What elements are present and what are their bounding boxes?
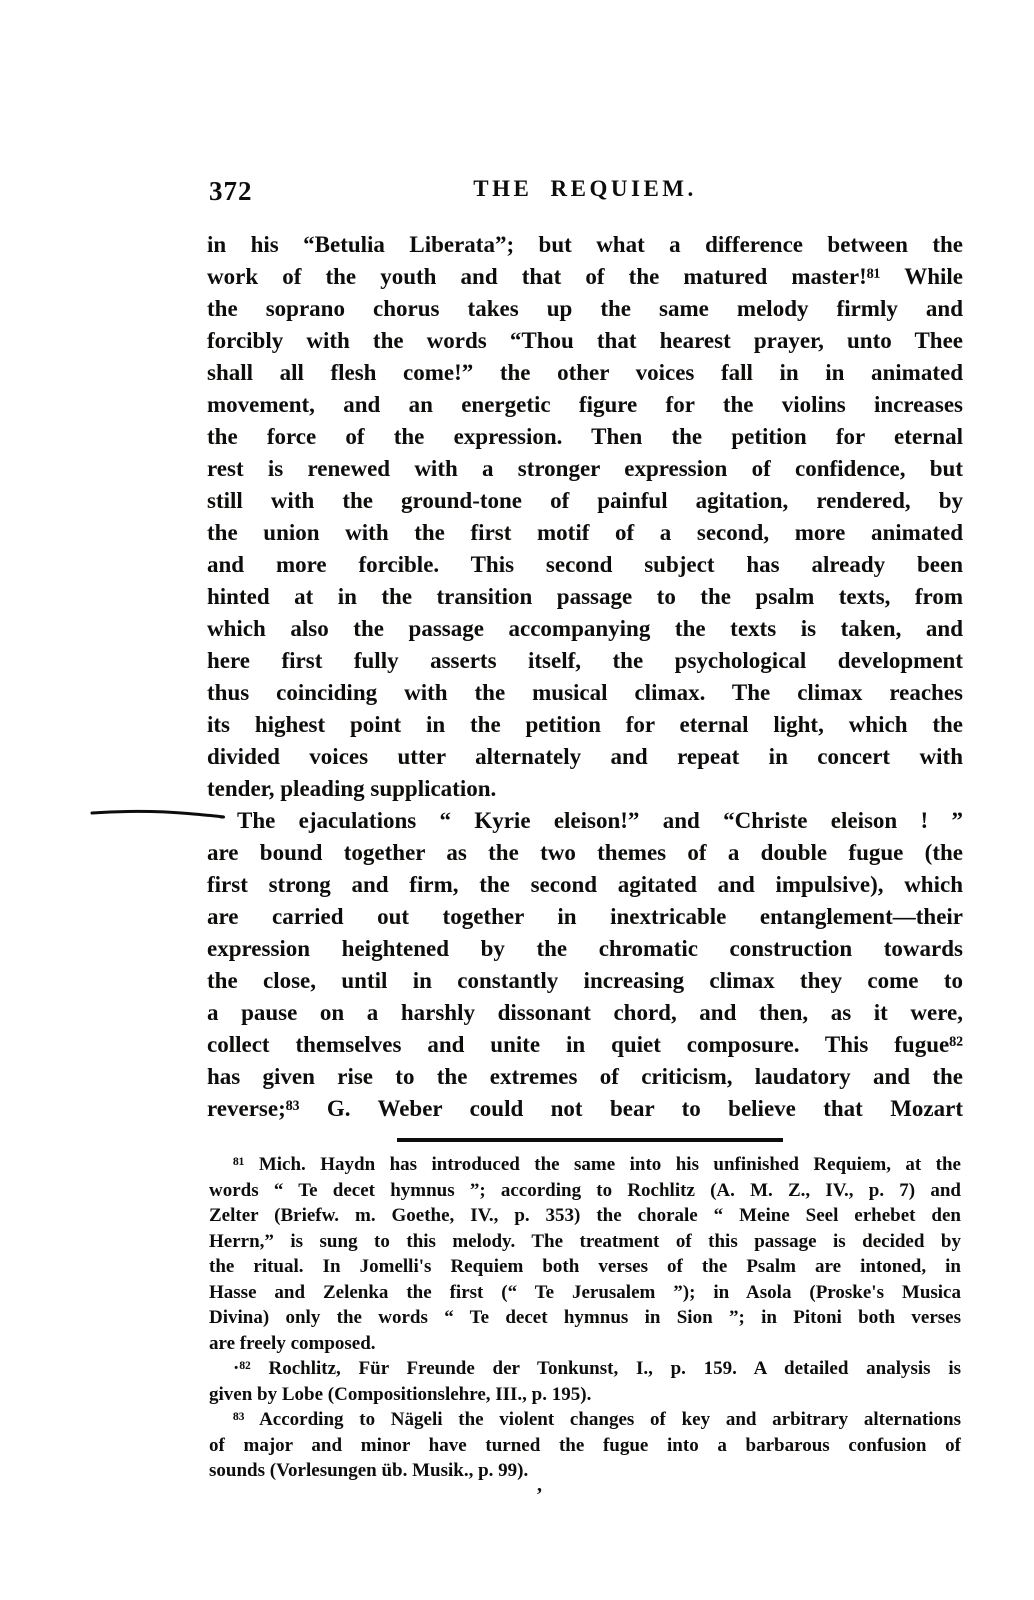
- text-line: of major and minor have turned the fugue into a barbarous confusion of: [209, 1434, 961, 1456]
- text-line: forcibly with the words “Thou that hearest prayer, unto Thee: [207, 328, 963, 353]
- body-paragraph-1: [207, 229, 963, 805]
- text-line: reverse;⁸³ G. Weber could not bear to believe that Mozart: [207, 1096, 963, 1121]
- footnote-83: [209, 1407, 961, 1484]
- text-line: expression heightened by the chromatic construction towards: [207, 936, 963, 961]
- text-line: given by Lobe (Compositionslehre, III., p. 195).: [209, 1383, 592, 1405]
- text-line: rest is renewed with a stronger expression of confidence, but: [207, 456, 963, 481]
- text-line: ⁸³ According to Nägeli the violent changes of key and arbitrary alternations: [233, 1409, 961, 1430]
- text-line: here first fully asserts itself, the psychological development: [207, 648, 963, 673]
- text-line: Zelter (Briefw. m. Goethe, IV., p. 353) the chorale “ Meine Seel erhebet den: [209, 1205, 961, 1226]
- text-line: in his “Betulia Liberata”; but what a difference between the: [207, 232, 963, 257]
- text-line: work of the youth and that of the matured master!⁸¹ While: [207, 264, 963, 289]
- text-line: tender, pleading supplication.: [207, 776, 497, 801]
- text-line: a pause on a harshly dissonant chord, and then, as it were,: [207, 1000, 963, 1025]
- text-line: ⁸¹ Mich. Haydn has introduced the same into his unfinished Requiem, at the: [233, 1154, 961, 1175]
- text-line: the union with the first motif of a second, more animated: [207, 520, 963, 545]
- text-line: words “ Te decet hymnus ”; according to Rochlitz (A. M. Z., IV., p. 7) and: [209, 1179, 961, 1201]
- body-text: [207, 229, 963, 1125]
- text-line: are bound together as the two themes of a double fugue (the: [207, 840, 963, 865]
- text-line: thus coinciding with the musical climax. The climax reaches: [207, 680, 963, 705]
- text-line: Hasse and Zelenka the first (“ Te Jerusalem ”); in Asola (Proske's Musica: [209, 1281, 961, 1303]
- text-line: has given rise to the extremes of criticism, laudatory and the: [207, 1064, 963, 1089]
- running-title: THE REQUIEM.: [473, 176, 697, 201]
- footnote-82: [209, 1356, 961, 1407]
- text-line: The ejaculations “ Kyrie eleison!” and “Christe eleison ! ”: [237, 808, 963, 833]
- text-line: Divina) only the words “ Te decet hymnus in Sion ”; in Pitoni both verses: [209, 1307, 961, 1328]
- footnote-81: [209, 1152, 961, 1356]
- text-line: its highest point in the petition for eternal light, which the: [207, 712, 963, 737]
- text-line: divided voices utter alternately and repeat in concert with: [207, 744, 963, 769]
- text-line: movement, and an energetic figure for the violins increases: [207, 392, 963, 417]
- text-line: and more forcible. This second subject has already been: [207, 552, 963, 577]
- text-line: shall all flesh come!” the other voices fall in in animated: [207, 360, 963, 385]
- footnote-separator-rule: [397, 1138, 783, 1142]
- text-line: sounds (Vorlesungen üb. Musik., p. 99).: [209, 1460, 529, 1481]
- body-paragraph-2: [207, 805, 963, 1125]
- text-line: the force of the expression. Then the petition for eternal: [207, 424, 963, 449]
- text-line: which also the passage accompanying the texts is taken, and: [207, 616, 963, 641]
- text-line: collect themselves and unite in quiet composure. This fugue⁸²: [207, 1032, 963, 1057]
- text-line: are carried out together in inextricable entanglement—their: [207, 904, 963, 929]
- page-number: 372: [209, 176, 253, 206]
- text-line: the close, until in constantly increasing climax they come to: [207, 968, 963, 993]
- text-line: hinted at in the transition passage to the psalm texts, from: [207, 584, 963, 609]
- text-line: the ritual. In Jomelli's Requiem both verses of the Psalm are intoned, in: [209, 1256, 961, 1277]
- text-line: first strong and firm, the second agitated and impulsive), which: [207, 872, 963, 897]
- page-header: [207, 176, 963, 210]
- text-line: the soprano chorus takes up the same melody firmly and: [207, 296, 963, 321]
- footnotes-section: [209, 1152, 961, 1484]
- margin-pencil-mark: [88, 803, 228, 825]
- ink-speck: ’: [536, 1484, 543, 1506]
- text-line: still with the ground-tone of painful agitation, rendered, by: [207, 488, 963, 513]
- text-line: are freely composed.: [209, 1332, 376, 1354]
- text-line: ·⁸² Rochlitz, Für Freunde der Tonkunst, I., p. 159. A detailed analysis is: [233, 1358, 961, 1379]
- text-line: Herrn,” is sung to this melody. The treatment of this passage is decided by: [209, 1230, 961, 1252]
